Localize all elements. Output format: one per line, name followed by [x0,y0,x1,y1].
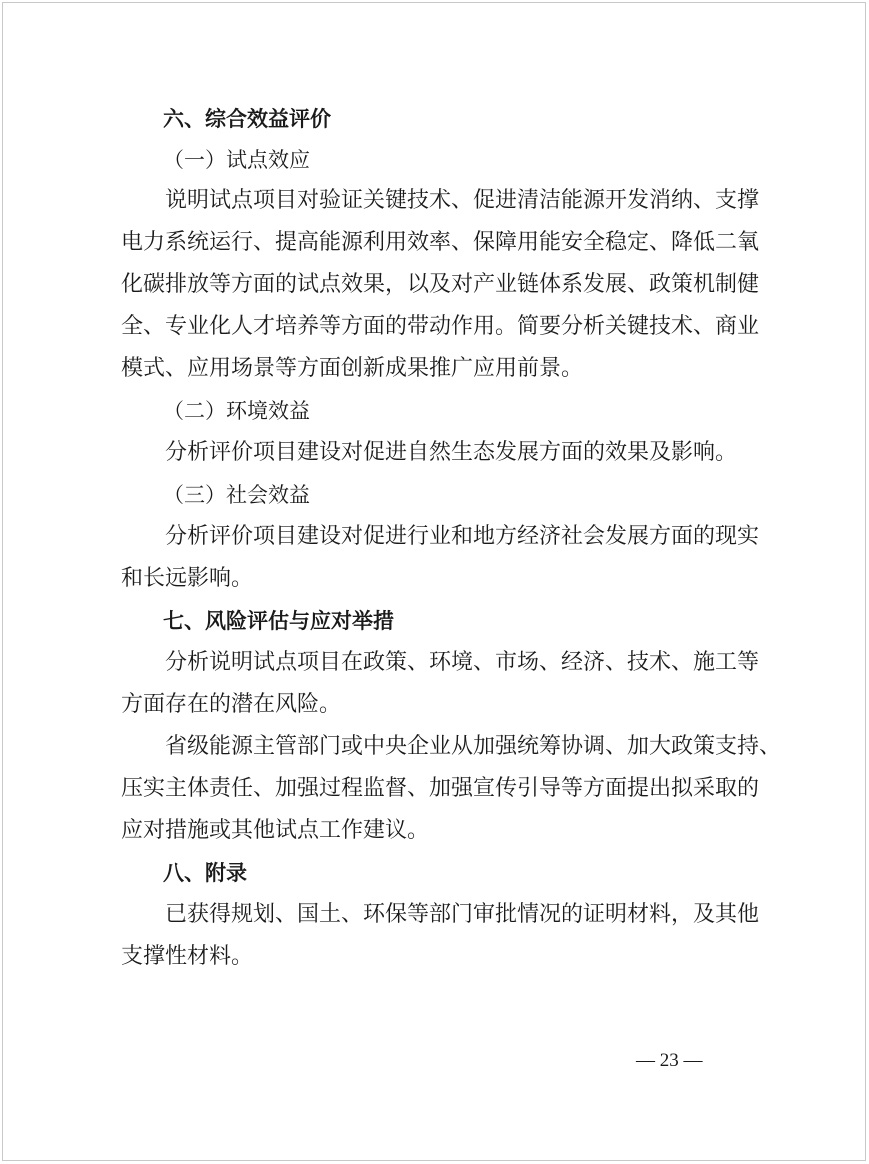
paragraph-line: 应对措施或其他试点工作建议。 [121,818,430,843]
subsection-1-heading: （一）试点效应 [163,148,310,172]
paragraph-line: 模式、应用场景等方面创新成果推广应用前景。 [121,356,584,381]
paragraph-line: 全、专业化人才培养等方面的带动作用。简要分析关键技术、商业 [121,314,760,339]
section-8-heading: 八、附录 [163,861,247,885]
paragraph-line: 分析说明试点项目在政策、环境、市场、经济、技术、施工等 [165,650,760,675]
paragraph-line: 分析评价项目建设对促进自然生态发展方面的效果及影响。 [165,440,738,465]
paragraph-line: 已获得规划、国土、环保等部门审批情况的证明材料，及其他 [165,902,760,927]
paragraph-line: 分析评价项目建设对促进行业和地方经济社会发展方面的现实 [165,524,760,549]
subsection-3-heading: （三）社会效益 [163,483,310,507]
paragraph-line: 电力系统运行、提高能源利用效率、保障用能安全稳定、降低二氧 [121,230,760,255]
paragraph-line: 化碳排放等方面的试点效果，以及对产业链体系发展、政策机制健 [121,272,760,297]
paragraph-line: 支撑性材料。 [121,944,254,969]
section-6-heading: 六、综合效益评价 [163,107,331,131]
paragraph-line: 方面存在的潜在风险。 [121,692,342,717]
paragraph-line: 省级能源主管部门或中央企业从加强统筹协调、加大政策支持、 [165,734,782,759]
page-number: — 23 — [636,1050,703,1071]
paragraph-line: 说明试点项目对验证关键技术、促进清洁能源开发消纳、支撑 [165,188,760,213]
paragraph-line: 和长远影响。 [121,566,254,591]
paragraph-line: 压实主体责任、加强过程监督、加强宣传引导等方面提出拟采取的 [121,776,760,801]
subsection-2-heading: （二）环境效益 [163,399,310,423]
section-7-heading: 七、风险评估与应对举措 [163,609,394,633]
